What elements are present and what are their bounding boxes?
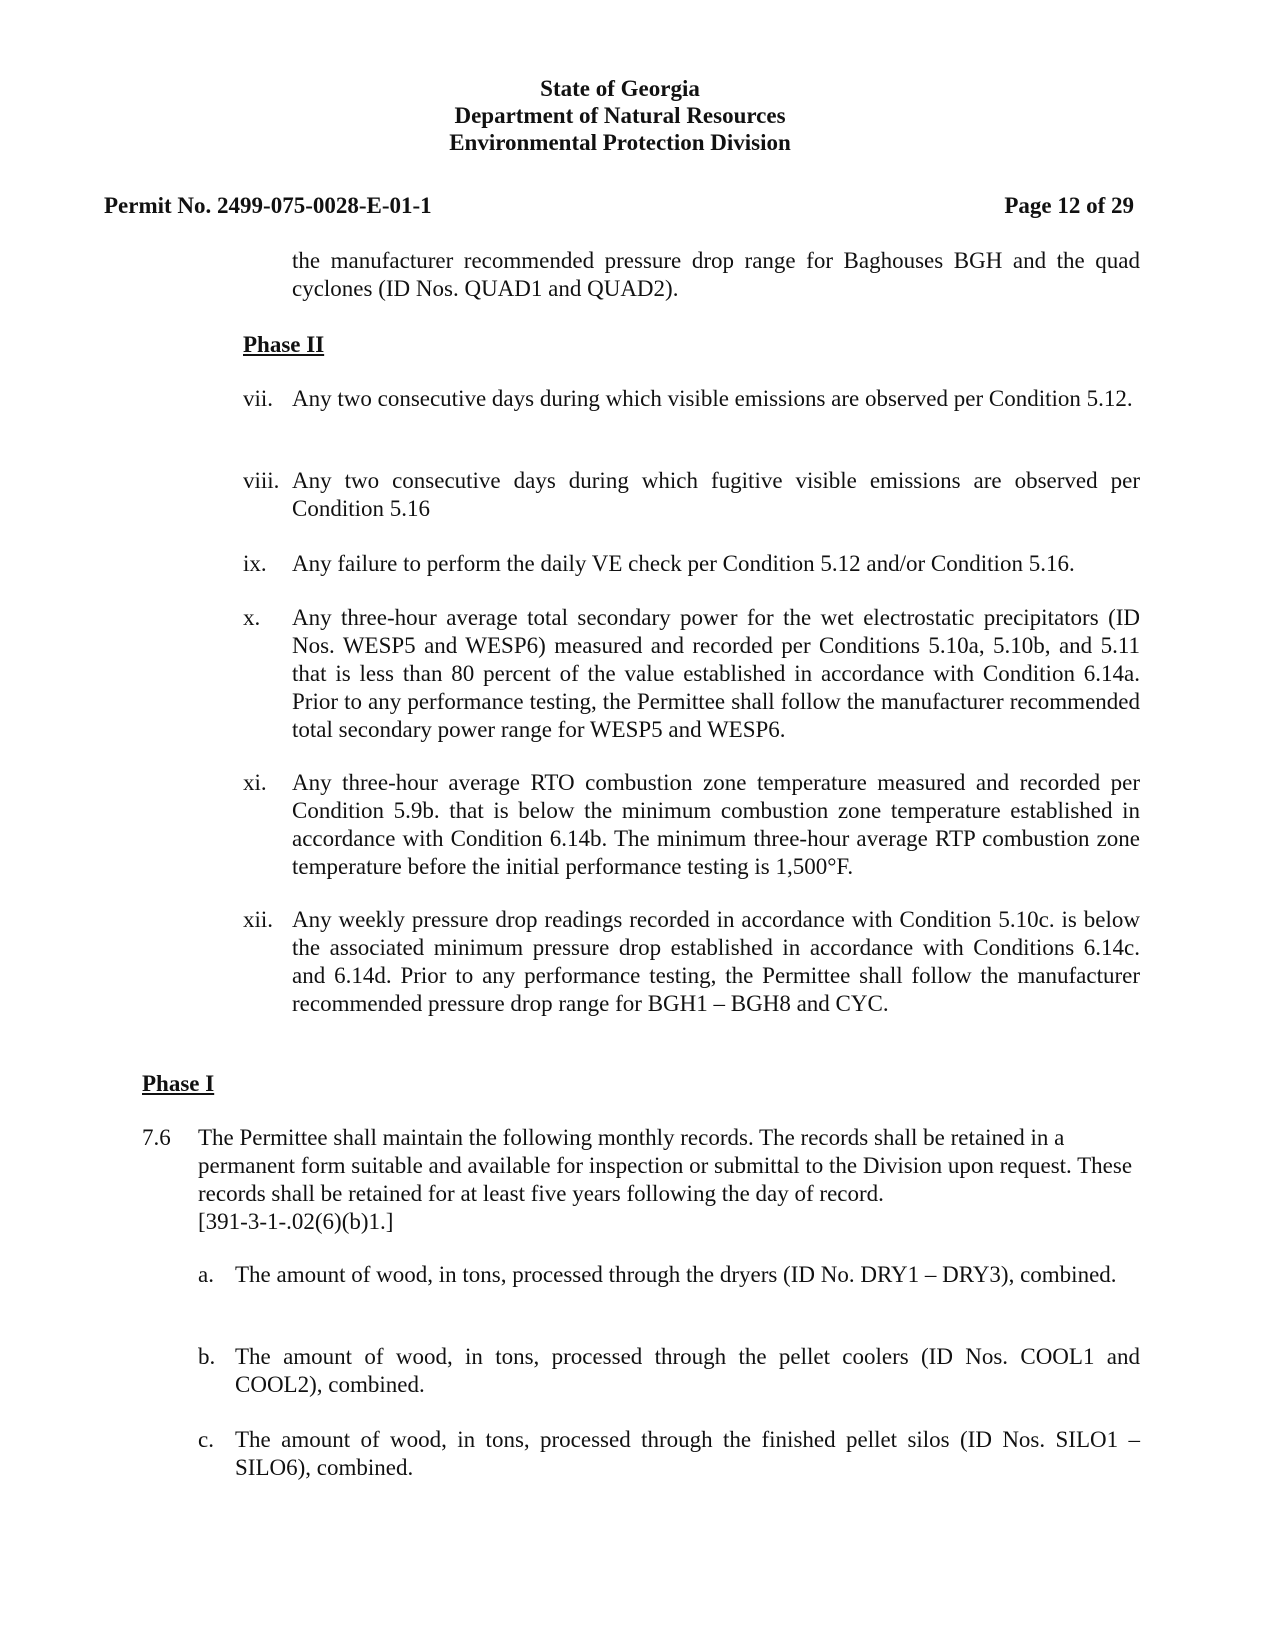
item-number: x. xyxy=(243,605,261,630)
list-item xyxy=(243,467,1140,523)
header-department: Department of Natural Resources xyxy=(454,103,786,128)
condition-text xyxy=(198,1124,1140,1236)
item-text: Any weekly pressure drop readings recorded in accordance with Condition 5.10c. is below the associated minimum pressure drop established in accordance with Conditions 6.14c. and 6.14d. Prior to any performance testing, the Permittee shall follow the manufacturer recommended pressure drop range for BGH1 – BGH8 and CYC. xyxy=(292,907,1140,1016)
condition-7-6 xyxy=(142,1124,1140,1236)
item-number: c. xyxy=(198,1427,214,1452)
condition-body: The Permittee shall maintain the following monthly records. The records shall be retained in a permanent form suitable and available for inspection or submittal to the Division upon request. These records shall be retained for at least five years following the day of record. xyxy=(198,1125,1133,1206)
header-division: Environmental Protection Division xyxy=(449,130,791,155)
item-text: Any three-hour average total secondary power for the wet electrostatic precipitators (ID Nos. WESP5 and WESP6) measured and recorded per Conditions 5.10a, 5.10b, and 5.11 that is less than 80 percent of the value established in accordance with Condition 6.14a. Prior to any performance testing, the Permittee shall follow the manufacturer recommended total secondary power range for WESP5 and WESP6. xyxy=(292,605,1140,742)
item-number: vii. xyxy=(243,386,274,411)
item-number: ix. xyxy=(243,551,267,576)
item-text: Any two consecutive days during which visible emissions are observed per Condition 5.12. xyxy=(292,386,1133,411)
item-text: The amount of wood, in tons, processed through the finished pellet silos (ID Nos. SILO1 – SILO6), combined. xyxy=(235,1427,1140,1480)
list-item xyxy=(243,604,1140,744)
condition-number: 7.6 xyxy=(142,1125,171,1150)
phase-ii-heading: Phase II xyxy=(243,332,325,357)
permit-number: Permit No. 2499-075-0028-E-01-1 xyxy=(104,193,432,218)
phase-i-heading: Phase I xyxy=(142,1071,215,1096)
list-item xyxy=(198,1261,1140,1289)
list-item xyxy=(243,769,1140,881)
item-text: The amount of wood, in tons, processed through the pellet coolers (ID Nos. COOL1 and COOL2), combined. xyxy=(235,1344,1140,1397)
item-text: Any failure to perform the daily VE check per Condition 5.12 and/or Condition 5.16. xyxy=(292,551,1075,576)
item-number: xii. xyxy=(243,907,274,932)
item-text: Any three-hour average RTO combustion zone temperature measured and recorded per Condition 5.9b. that is below the minimum combustion zone temperature established in accordance with Condition 6.14b. The minimum three-hour average RTP combustion zone temperature before the initial performance testing is 1,500°F. xyxy=(292,770,1140,879)
list-item xyxy=(198,1343,1140,1399)
item-number: a. xyxy=(198,1262,214,1287)
item-text: The amount of wood, in tons, processed through the dryers (ID No. DRY1 – DRY3), combined. xyxy=(235,1262,1117,1287)
continued-paragraph: the manufacturer recommended pressure drop range for Baghouses BGH and the quad cyclones (ID Nos. QUAD1 and QUAD2). xyxy=(292,248,1140,301)
list-item xyxy=(243,550,1140,578)
item-text: Any two consecutive days during which fugitive visible emissions are observed per Condition 5.16 xyxy=(292,468,1140,521)
list-item xyxy=(243,385,1140,413)
condition-citation: [391-3-1-.02(6)(b)1.] xyxy=(198,1209,394,1234)
list-item xyxy=(243,906,1140,1018)
page-number: Page 12 of 29 xyxy=(1004,193,1134,218)
list-item xyxy=(198,1426,1140,1482)
header-state: State of Georgia xyxy=(540,76,700,101)
document-header xyxy=(0,75,1240,156)
item-number: viii. xyxy=(243,468,280,493)
item-number: xi. xyxy=(243,770,267,795)
item-number: b. xyxy=(198,1344,216,1369)
